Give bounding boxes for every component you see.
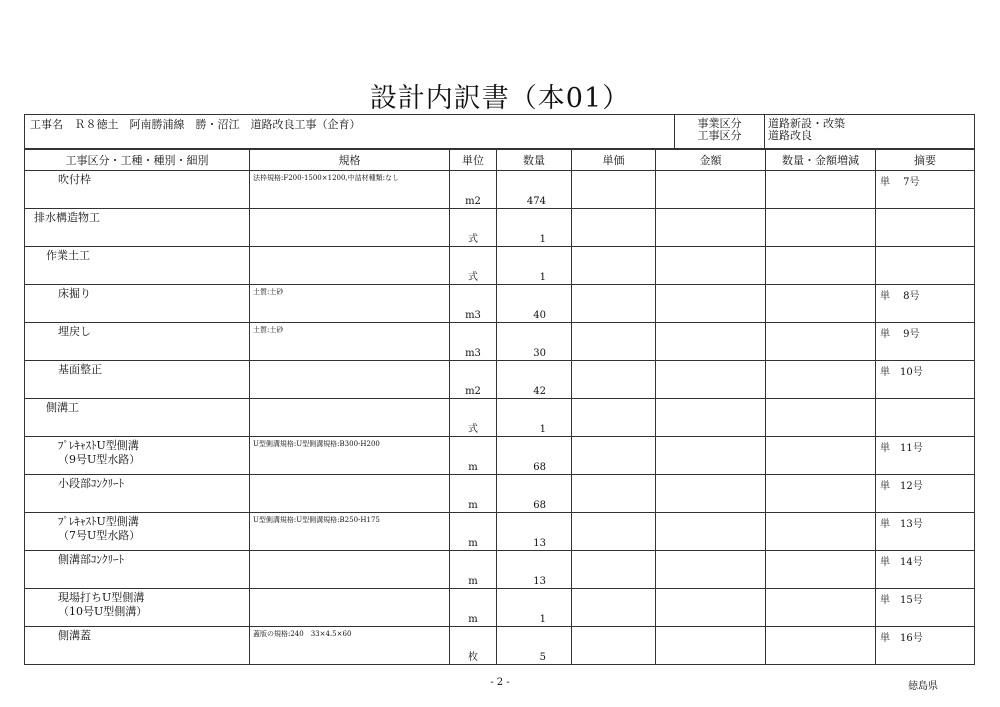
header-row — [25, 150, 975, 171]
qty-cell — [497, 589, 572, 627]
amount-cell — [656, 323, 766, 361]
amount-cell — [656, 209, 766, 247]
qty-cell — [497, 475, 572, 513]
note-cell — [876, 399, 975, 437]
item-spec: 蓋版の規格:240 33×4.5×60 — [253, 630, 352, 638]
document-title: 設計内訳書（本01） — [369, 83, 631, 114]
change-cell — [766, 247, 876, 285]
amount-cell — [656, 589, 766, 627]
qty-cell — [497, 285, 572, 323]
change-cell — [766, 209, 876, 247]
item-name: ﾌﾟﾚｷｬｽﾄU型側溝 （9号U型水路） — [58, 439, 141, 466]
price-cell — [572, 171, 656, 209]
change-cell — [766, 513, 876, 551]
note-cell — [876, 589, 975, 627]
change-cell — [766, 475, 876, 513]
item-cell — [25, 323, 250, 361]
item-qty: 30 — [533, 348, 546, 359]
table-row — [25, 209, 975, 247]
prefecture-name: 徳島県 — [908, 681, 938, 692]
header-spec: 規格 — [250, 150, 450, 171]
item-qty: 13 — [533, 538, 546, 549]
change-cell — [766, 627, 876, 665]
item-name: 床掘り — [58, 287, 91, 300]
item-unit: m — [468, 462, 478, 473]
table-row — [25, 475, 975, 513]
price-cell — [572, 399, 656, 437]
item-name: 作業土工 — [46, 249, 90, 262]
item-cell — [25, 627, 250, 665]
qty-cell — [497, 361, 572, 399]
qty-cell — [497, 551, 572, 589]
note-cell — [876, 323, 975, 361]
amount-cell — [656, 627, 766, 665]
jigyo-label: 事業区分 — [697, 117, 742, 130]
spec-cell — [250, 361, 450, 399]
unit-cell — [450, 247, 497, 285]
item-qty: 1 — [539, 234, 546, 245]
item-unit: m — [468, 576, 478, 587]
item-qty: 13 — [533, 576, 546, 587]
price-cell — [572, 361, 656, 399]
qty-cell — [497, 209, 572, 247]
price-cell — [572, 475, 656, 513]
qty-cell — [497, 627, 572, 665]
unit-cell — [450, 589, 497, 627]
item-cell — [25, 399, 250, 437]
amount-cell — [656, 437, 766, 475]
price-cell — [572, 323, 656, 361]
unit-cell — [450, 551, 497, 589]
qty-cell — [497, 399, 572, 437]
qty-cell — [497, 323, 572, 361]
spec-cell — [250, 171, 450, 209]
unit-cell — [450, 323, 497, 361]
item-unit: m2 — [465, 196, 481, 207]
note-cell — [876, 209, 975, 247]
price-cell — [572, 513, 656, 551]
unit-cell — [450, 361, 497, 399]
price-cell — [572, 589, 656, 627]
header-change: 数量・金額増減 — [766, 150, 876, 171]
note-cell — [876, 171, 975, 209]
amount-cell — [656, 171, 766, 209]
koji-label: 工事名 — [25, 115, 75, 149]
item-qty: 68 — [533, 462, 546, 473]
item-ref: 単 10号 — [880, 367, 923, 378]
item-spec: 土質:土砂 — [253, 288, 284, 296]
item-unit: 式 — [468, 424, 478, 435]
item-name: 基面整正 — [58, 363, 102, 376]
item-name: 現場打ちU型側溝 （10号U型側溝） — [58, 591, 148, 618]
spec-cell — [250, 627, 450, 665]
unit-cell — [450, 627, 497, 665]
amount-cell — [656, 551, 766, 589]
item-qty: 474 — [526, 196, 546, 207]
item-qty: 5 — [539, 652, 546, 663]
item-ref: 単 12号 — [880, 481, 923, 492]
item-ref: 単 13号 — [880, 519, 923, 530]
spec-cell — [250, 399, 450, 437]
item-ref: 単 15号 — [880, 595, 923, 606]
change-cell — [766, 323, 876, 361]
kubun-labels — [675, 115, 765, 149]
amount-cell — [656, 361, 766, 399]
header-price: 単価 — [572, 150, 656, 171]
item-ref: 単 9号 — [880, 329, 920, 340]
table-row — [25, 513, 975, 551]
spec-cell — [250, 589, 450, 627]
table-row — [25, 627, 975, 665]
price-cell — [572, 437, 656, 475]
item-name: ﾌﾟﾚｷｬｽﾄU型側溝 （7号U型水路） — [58, 515, 141, 542]
header-amount: 金額 — [656, 150, 766, 171]
item-ref: 単 7号 — [880, 177, 920, 188]
item-cell — [25, 285, 250, 323]
unit-cell — [450, 475, 497, 513]
spec-cell — [250, 475, 450, 513]
item-name: 側溝部ｺﾝｸﾘｰﾄ — [58, 553, 124, 566]
item-cell — [25, 209, 250, 247]
note-cell — [876, 285, 975, 323]
item-name: 小段部ｺﾝｸﾘｰﾄ — [58, 477, 124, 490]
item-name: 排水構造物工 — [34, 211, 100, 224]
price-cell — [572, 247, 656, 285]
item-spec: U型側溝規格:U型側溝規格:B300-H200 — [253, 440, 380, 448]
item-qty: 1 — [539, 614, 546, 625]
item-unit: 式 — [468, 272, 478, 283]
item-cell — [25, 513, 250, 551]
item-unit: m — [468, 500, 478, 511]
change-cell — [766, 551, 876, 589]
item-ref: 単 8号 — [880, 291, 920, 302]
header-item: 工事区分・工種・種別・細別 — [25, 150, 250, 171]
header-qty: 数量 — [497, 150, 572, 171]
table-row — [25, 551, 975, 589]
unit-cell — [450, 399, 497, 437]
qty-cell — [497, 247, 572, 285]
item-ref: 単 14号 — [880, 557, 923, 568]
amount-cell — [656, 399, 766, 437]
item-qty: 1 — [539, 424, 546, 435]
item-name: 側溝蓋 — [58, 629, 91, 642]
item-spec: U型側溝規格:U型側溝規格:B250-H175 — [253, 516, 380, 524]
amount-cell — [656, 285, 766, 323]
table-row — [25, 589, 975, 627]
header-unit: 単位 — [450, 150, 497, 171]
amount-cell — [656, 475, 766, 513]
note-cell — [876, 627, 975, 665]
change-cell — [766, 589, 876, 627]
breakdown-sheet — [24, 114, 974, 665]
table-row — [25, 361, 975, 399]
spec-cell — [250, 323, 450, 361]
item-cell — [25, 247, 250, 285]
item-name: 側溝工 — [46, 401, 79, 414]
koji-kubun-value: 道路改良 — [768, 129, 812, 142]
table-row — [25, 247, 975, 285]
change-cell — [766, 361, 876, 399]
koji-kubun-label: 工事区分 — [697, 129, 742, 142]
unit-cell — [450, 285, 497, 323]
change-cell — [766, 285, 876, 323]
spec-cell — [250, 437, 450, 475]
item-name: 埋戻し — [58, 325, 91, 338]
qty-cell — [497, 513, 572, 551]
spec-cell — [250, 551, 450, 589]
jigyo-value: 道路新設・改築 — [768, 117, 845, 130]
note-cell — [876, 475, 975, 513]
unit-cell — [450, 171, 497, 209]
item-spec: 土質:土砂 — [253, 326, 284, 334]
item-cell — [25, 589, 250, 627]
item-qty: 40 — [533, 310, 546, 321]
item-unit: m3 — [465, 348, 481, 359]
table-row — [25, 437, 975, 475]
item-cell — [25, 551, 250, 589]
item-name: 吹付枠 — [58, 173, 91, 186]
page-number: - 2 - — [490, 677, 510, 688]
spec-cell — [250, 285, 450, 323]
item-cell — [25, 475, 250, 513]
unit-cell — [450, 437, 497, 475]
project-info-table — [24, 114, 975, 149]
item-qty: 68 — [533, 500, 546, 511]
change-cell — [766, 171, 876, 209]
amount-cell — [656, 247, 766, 285]
price-cell — [572, 209, 656, 247]
qty-cell — [497, 437, 572, 475]
header-note: 摘要 — [876, 150, 975, 171]
item-unit: m — [468, 614, 478, 625]
change-cell — [766, 437, 876, 475]
koji-name: Ｒ８徳土 阿南勝浦線 勝・沼江 道路改良工事（企育） — [75, 115, 675, 149]
item-unit: m2 — [465, 386, 481, 397]
qty-cell — [497, 171, 572, 209]
item-ref: 単 16号 — [880, 633, 923, 644]
item-unit: m3 — [465, 310, 481, 321]
note-cell — [876, 247, 975, 285]
note-cell — [876, 513, 975, 551]
unit-cell — [450, 209, 497, 247]
item-unit: m — [468, 538, 478, 549]
line-items-table — [24, 149, 975, 665]
item-cell — [25, 437, 250, 475]
item-unit: 枚 — [468, 652, 478, 663]
item-ref: 単 11号 — [880, 443, 923, 454]
item-qty: 1 — [539, 272, 546, 283]
table-row — [25, 323, 975, 361]
amount-cell — [656, 513, 766, 551]
unit-cell — [450, 513, 497, 551]
table-row — [25, 399, 975, 437]
item-qty: 42 — [533, 386, 546, 397]
table-row — [25, 171, 975, 209]
note-cell — [876, 361, 975, 399]
spec-cell — [250, 513, 450, 551]
price-cell — [572, 551, 656, 589]
note-cell — [876, 551, 975, 589]
price-cell — [572, 627, 656, 665]
spec-cell — [250, 209, 450, 247]
spec-cell — [250, 247, 450, 285]
kubun-values — [765, 115, 975, 149]
table-row — [25, 285, 975, 323]
note-cell — [876, 437, 975, 475]
item-cell — [25, 171, 250, 209]
price-cell — [572, 285, 656, 323]
change-cell — [766, 399, 876, 437]
item-cell — [25, 361, 250, 399]
item-unit: 式 — [468, 234, 478, 245]
item-spec: 法枠規格:F200-1500×1200,中詰材種類:なし — [253, 174, 400, 182]
